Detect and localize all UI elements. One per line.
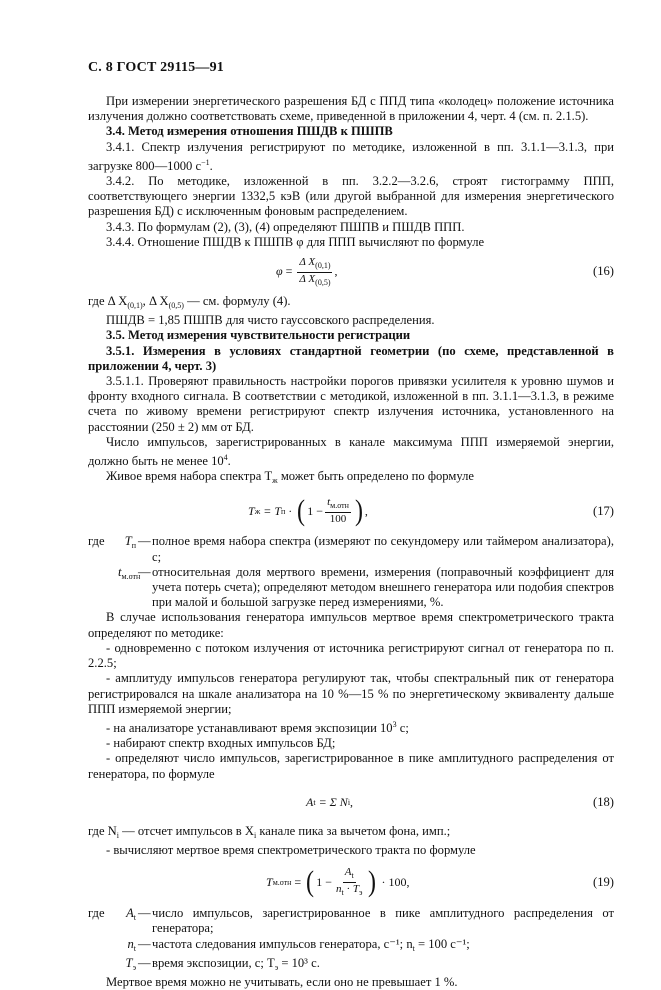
list-item: - одновременно с потоком излучения от источника регистрируют сигнал от генератора по п. 2.2.5;	[88, 640, 614, 671]
def-text: полное время набора спектра (измеряют по секундомеру или таймером анализатора), с;	[152, 534, 614, 564]
list-item: - вычисляют мертвое время спектрометрического тракта по формуле	[106, 842, 476, 857]
paragraph-3-4-1: 3.4.1. Спектр излучения регистрируют по методике, изложенной в пп. 3.1.1—3.1.3, при загрузке 800—1000 $с^{-1}$.	[88, 139, 614, 173]
paragraph-3-4-4: 3.4.4. Отношение ПШДВ к ПШПВ φ для ППП вычисляют по формуле	[106, 234, 485, 249]
formula-number-18: (18)	[593, 795, 614, 810]
list-item: - на анализаторе устанавливают время экспозиции $10^3$ с;	[106, 719, 409, 735]
def-symbol: $t_{м.отн}$	[118, 564, 141, 581]
definitions-17: где $T_п$ — полное время набора спектра (измеряют по секундомеру или таймером анализатора), с; $t_{м.отн}$ — относительная доля мертвого времени, измерения (поправочный коэффициент для учета потерь счета); определяют методом внешнего генератора или подобия спектров при малой и большой загрузке перед измерениями, %.	[88, 534, 614, 610]
def-symbol: $n_t$	[127, 936, 136, 953]
def-text: относительная доля мертвого времени, измерения (поправочный коэффициент для учета потерь счета); определяют методом внешнего генератора или подобия спектров при малой и большой загрузке перед измерениями, %.	[152, 564, 614, 610]
formula-18: A t = Σ N i , (18)	[88, 782, 614, 824]
paragraph-3-5-1-1: 3.5.1.1. Проверяют правильность настройки порогов привязки усилителя к уровню шумов и фронту входного сигнала. В соответствии с методикой, изложенной в пп. 3.1.1—3.1.3, в режиме счета по живому времени регистрируют спектр излучения источника, установленного на расстоянии (250 ± 2) мм от БД.	[88, 374, 614, 434]
where-16: где Δ $X_{(0,1)}$, Δ $X_{(0,5)}$ — см. формулу (4).	[88, 294, 291, 311]
formula-19: T м.отн = ( 1 − $\frac{A_t}{n_t \cdot T_э}$ ) · 100, (19)	[88, 858, 614, 906]
paragraph-3-4-3: 3.4.3. По формулам (2), (3), (4) определяют ПШПВ и ПШДВ ППП.	[106, 219, 465, 234]
def-symbol: $T_э$	[125, 955, 136, 972]
page-header: С. 8 ГОСТ 29115—91	[88, 60, 225, 75]
formula-16: φ = $\frac{\Delta X_{(0,1)}}{\Delta X_{(0,5)}}$ , (16)	[88, 250, 614, 294]
document-body	[88, 94, 614, 990]
def-text: частота следования импульсов генератора, с⁻¹; $n_t = 100$ с⁻¹;	[152, 936, 470, 953]
paragraph-final: Мертвое время можно не учитывать, если оно не превышает 1 %.	[106, 974, 458, 989]
paragraph-3-4-2: 3.4.2. По методике, изложенной в пп. 3.2.2—3.2.6, строят гистограмму ППП, соответствующего энергии 1332,5 кэВ (или другой выбранной для измерения энергетического разрешения БД) с исключенным фоновым распределением.	[88, 174, 614, 219]
section-3-5-title: 3.5. Метод измерения чувствительности регистрации	[106, 328, 411, 343]
paragraph-count: Число импульсов, зарегистрированных в канале максимума ППП измеряемой энергии, должно быть не менее $10^4$.	[88, 434, 614, 469]
paragraph-well-detector: При измерении энергетического разрешения БД с ППД типа «колодец» положение источника излучения должно соответствовать схеме, приведенной в приложении 4, черт. 4 (см. п. 2.1.5).	[88, 94, 614, 124]
section-3-5-1-title: 3.5.1. Измерения в условиях стандартной геометрии (по схеме, представленной в приложении 4, черт. 3)	[88, 343, 614, 373]
where-18: где $N_i$ — отсчет импульсов в $X_i$ канале пика за вычетом фона, имп.;	[88, 823, 451, 840]
def-text: время экспозиции, с; $T_э = 10^3$ с.	[152, 955, 320, 972]
def-symbol: $A_t$	[126, 906, 136, 923]
paragraph-generator-intro: В случае использования генератора импульсов мертвое время спектрометрического тракта определяют по методике:	[88, 610, 614, 640]
formula-number-16: (16)	[593, 264, 614, 279]
formula-17: T ж = T п · ( 1 − $\frac{t_{м.отн}}{100}$ ) , (17)	[88, 488, 614, 534]
section-3-4-title: 3.4. Метод измерения отношения ПШДВ к ПШПВ	[106, 124, 393, 139]
list-item: - набирают спектр входных импульсов БД;	[106, 736, 336, 751]
list-item: - определяют число импульсов, зарегистрированное в пике амплитудного распределения от генератора, по формуле	[88, 751, 614, 781]
formula-number-19: (19)	[593, 874, 614, 889]
where-word: где	[88, 534, 105, 549]
paragraph-live-time: Живое время набора спектра $T_ж$ может быть определено по формуле	[106, 469, 474, 486]
paragraph-pshdv: ПШДВ = 1,85 ПШПВ для чисто гауссовского распределения.	[106, 313, 435, 328]
definitions-19: где $A_t$ — число импульсов, зарегистрированное в пике амплитудного распределения от генератора; $n_t$ — частота следования импульсов генератора, с⁻¹; $n_t = 100$ с⁻¹; $T_э$ — время экспозиции, с; $T_э = 10^3$ с.	[88, 906, 614, 975]
def-text: число импульсов, зарегистрированное в пике амплитудного распределения от генератора;	[152, 906, 614, 936]
list-item: - амплитуду импульсов генератора регулируют так, чтобы спектральный пик от генератора регистрировался на шкале анализатора на 10 %—15 % по энергетическому эквиваленту дальше ППП измеряемой энергии;	[88, 671, 614, 716]
where-word: где	[88, 906, 105, 921]
formula-number-17: (17)	[593, 503, 614, 518]
def-symbol: $T_п$	[124, 534, 136, 551]
